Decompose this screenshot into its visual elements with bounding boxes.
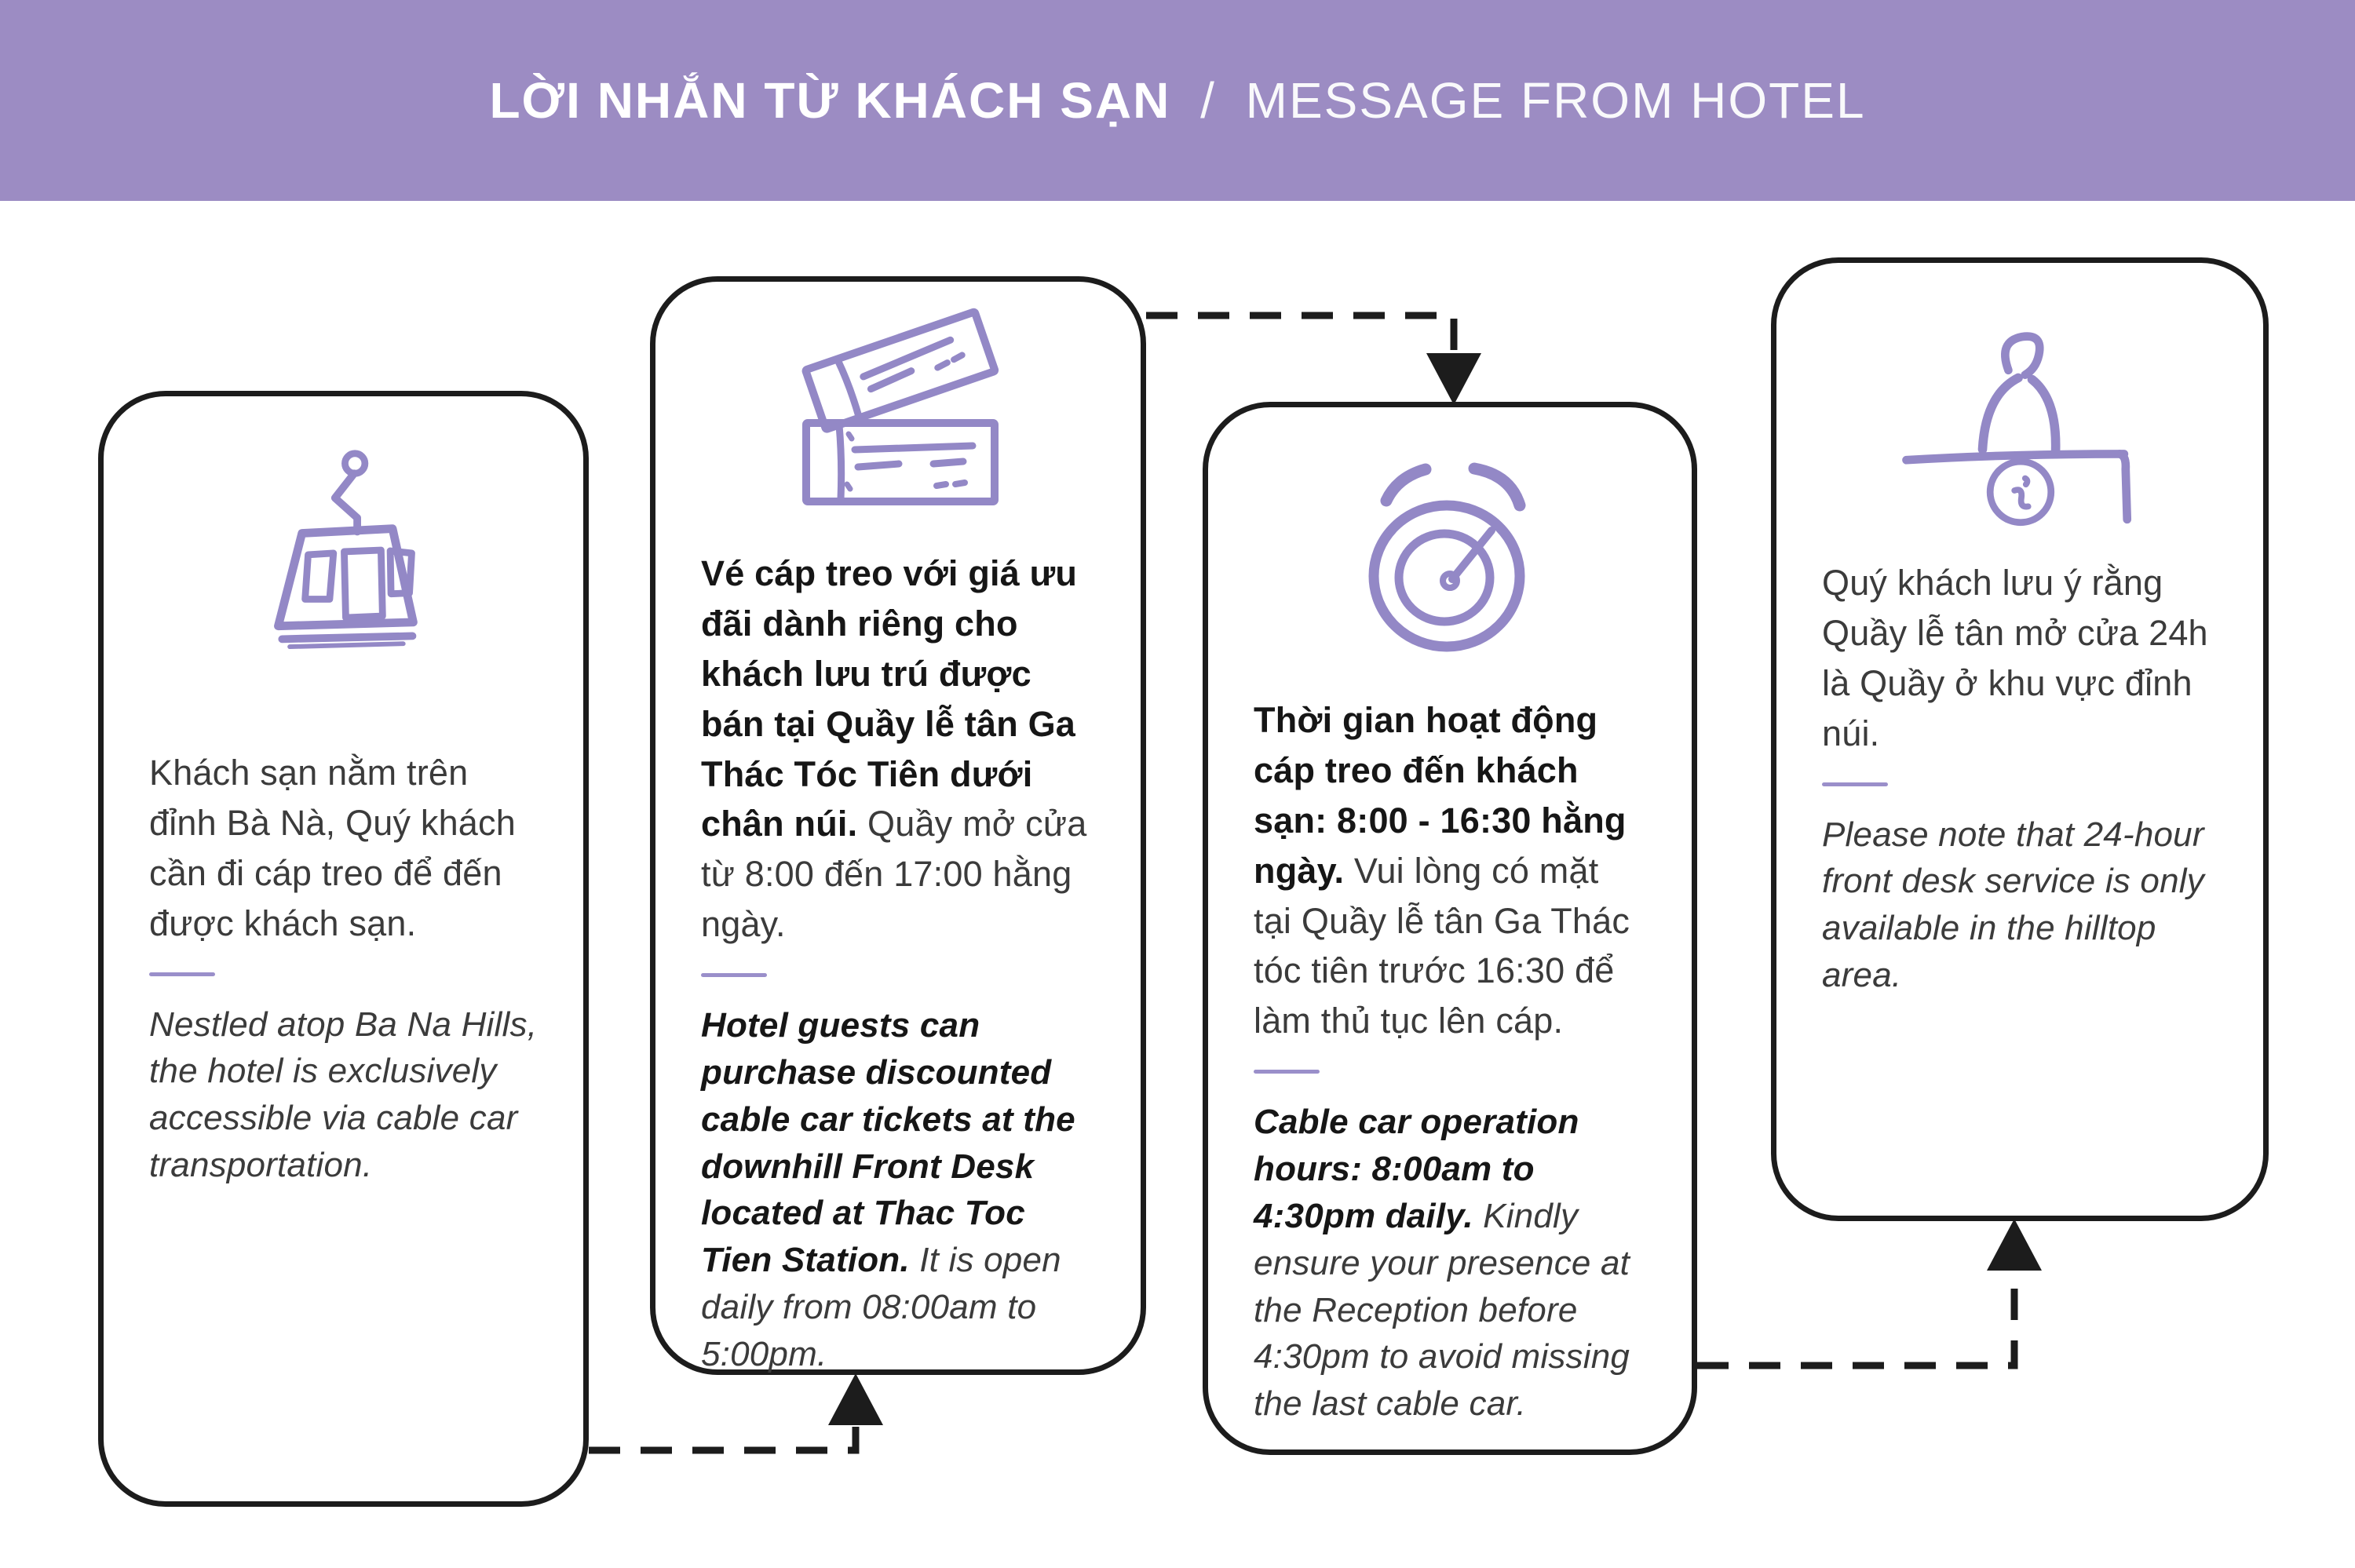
- card3-vi-regular: Vui lòng có mặt tại Quầy lễ tân Ga Thác tóc tiên trước 16:30 để làm thủ tục lên cáp.: [1254, 850, 1630, 1041]
- tickets-icon: [701, 304, 1095, 517]
- card3-en-bold: Cable car operation hours: 8:00am to 4:30pm daily.: [1254, 1103, 1579, 1235]
- card1-vietnamese-text: [149, 748, 538, 949]
- arrow-up-icon: [1987, 1219, 2042, 1271]
- card1-vi-body: Khách sạn nằm trên đỉnh Bà Nà, Quý khách cần đi cáp treo để đến được khách sạn.: [149, 753, 516, 943]
- reception-info-icon: [1822, 326, 2218, 549]
- card2-divider: [701, 973, 767, 977]
- card2-vi-bold: Vé cáp treo với giá ưu đãi dành riêng cho khách lưu trú được bán tại Quầy lễ tân Ga Thác Tóc Tiên dưới chân núi.: [701, 553, 1078, 844]
- connector-card3-to-card4: [1697, 1272, 2014, 1366]
- card3-divider: [1254, 1070, 1320, 1074]
- connector-card2-to-card3: [1146, 315, 1454, 353]
- card4-english-text: [1822, 811, 2218, 999]
- card2-vi-regular: Quầy mở cửa từ 8:00 đến 17:00 hằng ngày.: [701, 804, 1087, 945]
- card3-english-text: [1254, 1099, 1646, 1428]
- arrow-up-icon: [828, 1373, 883, 1425]
- card-cable-car-access: [98, 391, 589, 1507]
- card-front-desk-24h: [1771, 257, 2269, 1221]
- title-separator: /: [1200, 72, 1216, 129]
- card3-en-regular: Kindly ensure your presence at the Reception before 4:30pm to avoid missing the last cable car.: [1254, 1196, 1630, 1424]
- card3-vietnamese-text: [1254, 695, 1646, 1046]
- card-operation-hours: [1203, 402, 1697, 1455]
- card2-english-text: [701, 1002, 1095, 1378]
- connector-card1-to-card2: [589, 1425, 856, 1450]
- page-title: [489, 71, 1865, 129]
- page-title-vietnamese: LỜI NHẮN TỪ KHÁCH SẠN: [489, 72, 1171, 129]
- card1-divider: [149, 972, 215, 976]
- card2-vietnamese-text: [701, 549, 1095, 950]
- card4-vietnamese-text: [1822, 558, 2218, 759]
- card4-en-body: Please note that 24-hour front desk service is only available in the hilltop area.: [1822, 815, 2204, 995]
- page-title-english: MESSAGE FROM HOTEL: [1245, 72, 1866, 129]
- card4-divider: [1822, 782, 1888, 786]
- card1-english-text: [149, 1001, 538, 1189]
- arrow-down-icon: [1426, 353, 1481, 405]
- card4-vi-body: Quý khách lưu ý rằng Quầy lễ tân mở cửa 24h là Quầy ở khu vực đỉnh núi.: [1822, 563, 2208, 753]
- card2-en-regular: It is open daily from 08:00am to 5:00pm.: [701, 1241, 1061, 1373]
- header-banner: [0, 0, 2355, 201]
- card1-en-body: Nestled atop Ba Na Hills, the hotel is exclusively accessible via cable car transportation.: [149, 1005, 538, 1185]
- cable-car-icon: [149, 445, 538, 655]
- card3-vi-bold: Thời gian hoạt động cáp treo đến khách sạn: 8:00 - 16:30 hằng ngày.: [1254, 700, 1627, 891]
- card-discounted-tickets: [650, 276, 1146, 1375]
- stopwatch-icon: [1254, 443, 1646, 662]
- card2-en-bold: Hotel guests can purchase discounted cable car tickets at the downhill Front Desk located at Thac Toc Tien Station.: [701, 1006, 1075, 1280]
